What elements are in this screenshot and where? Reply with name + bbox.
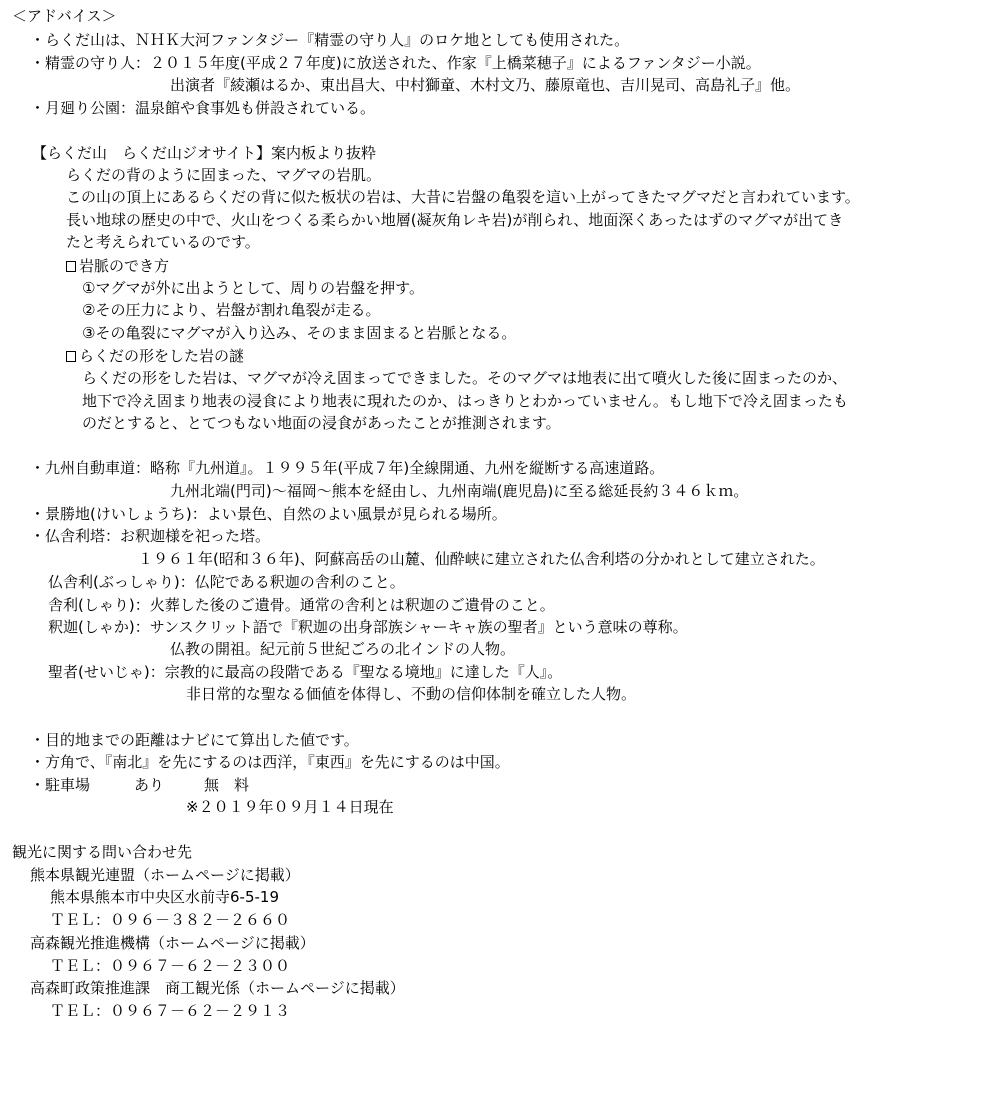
glossary-busshari-tower-1: ・仏舎利塔：お釈迦様を祀った塔。 bbox=[30, 527, 271, 545]
geosite-paragraph-3: たと考えられているのです。 bbox=[66, 233, 260, 251]
contact-org-kumamoto-address: 熊本県熊本市中央区水前寺6-5-19 bbox=[50, 888, 280, 906]
glossary-busshari-tower-2: １９６１年(昭和３６年)、阿蘇高岳の山麓、仙酔峡に建立された仏舎利塔の分かれとして建立された。 bbox=[138, 550, 825, 568]
kyushu-expressway-2: 九州北端(門司)～福岡～熊本を経由し、九州南端(鹿児島)に至る総延長約３４６ｋｍ。 bbox=[170, 482, 749, 500]
mystery-line-1: らくだの形をした岩は、マグマが冷え固まってできました。そのマグマは地表に出て噴火した後に固まったのか、 bbox=[82, 369, 848, 387]
dike-step-1: ①マグマが外に出ようとして、周りの岩盤を押す。 bbox=[82, 279, 424, 297]
glossary-seija-1: 聖者(せいじゃ)：宗教的に最高の段階である『聖なる境地』に達した『人』。 bbox=[48, 663, 563, 681]
glossary-shaka-2: 仏教の開祖。紀元前５世紀ごろの北インドの人物。 bbox=[170, 640, 516, 658]
kyushu-expressway-1: ・九州自動車道：略称『九州道』。１９９５年(平成７年)全線開通、九州を縦断する高速道路。 bbox=[30, 459, 665, 477]
square-bullet-icon bbox=[66, 351, 76, 362]
geosite-lead: らくだの背のように固まった、マグマの岩肌。 bbox=[66, 166, 382, 184]
glossary-shari: 舎利(しゃり)：火葬した後のご遺骨。通常の舎利とは釈迦のご遺骨のこと。 bbox=[48, 596, 555, 614]
parking-fee: 無 料 bbox=[204, 776, 250, 794]
geosite-heading: 【らくだ山 らくだ山ジオサイト】案内板より抜粋 bbox=[32, 144, 376, 162]
note-direction: ・方角で、『南北』を先にするのは西洋，『東西』を先にするのは中国。 bbox=[30, 753, 510, 771]
parking-availability: あり bbox=[134, 776, 165, 794]
mystery-line-2: 地下で冷え固まり地表の浸食により地表に現れたのか、はっきりとわかっていません。もし地下で冷え固まったも bbox=[82, 392, 848, 410]
advice-rakuda: ・らくだ山は、ＮＨＫ大河ファンタジー『精霊の守り人』のロケ地としても使用された。 bbox=[30, 31, 630, 49]
contact-org-takamori-promotion-tel: ＴＥＬ：０９６７－６２－２３００ bbox=[50, 957, 291, 975]
advice-heading: ＜アドバイス＞ bbox=[12, 7, 117, 25]
contacts-heading: 観光に関する問い合わせ先 bbox=[12, 843, 193, 861]
contact-org-takamori-promotion: 高森観光推進機構（ホームページに掲載） bbox=[30, 934, 315, 952]
glossary-keishouchi: ・景勝地(けいしょうち)：よい景色、自然のよい風景が見られる場所。 bbox=[30, 505, 507, 523]
glossary-shaka-1: 釈迦(しゃか)：サンスクリット語で『釈迦の出身部族シャーキャ族の聖者』という意味の尊称。 bbox=[48, 618, 688, 636]
dike-formation-title-text: 岩脈のでき方 bbox=[79, 257, 170, 275]
camel-rock-mystery-title bbox=[66, 346, 244, 366]
dike-step-3: ③その亀裂にマグマが入り込み、そのまま固まると岩脈となる。 bbox=[82, 324, 517, 342]
dike-formation-title bbox=[66, 256, 169, 276]
advice-seirei-1: ・精霊の守り人：２０１５年度(平成２７年度)に放送された、作家『上橋菜穂子』によるファンタジー小説。 bbox=[30, 54, 761, 72]
parking-label: ・駐車場 bbox=[30, 776, 91, 794]
glossary-seija-2: 非日常的な聖なる価値を体得し、不動の信仰体制を確立した人物。 bbox=[186, 685, 637, 703]
geosite-paragraph-2: 長い地球の歴史の中で、火山をつくる柔らかい地層(凝灰角レキ岩)が削られ、地面深くあったはずのマグマが出てき bbox=[66, 211, 844, 229]
contact-org-takamori-town-tel: ＴＥＬ：０９６７－６２－２９１３ bbox=[50, 1002, 291, 1020]
mystery-line-3: のだとすると、とてつもない地面の浸食があったことが推測されます。 bbox=[82, 414, 561, 432]
square-bullet-icon bbox=[66, 261, 76, 272]
dike-step-2: ②その圧力により、岩盤が割れ亀裂が走る。 bbox=[82, 301, 381, 319]
advice-tsukimawari: ・月廻り公園：温泉館や食事処も併設されている。 bbox=[30, 99, 376, 117]
contact-org-takamori-town: 高森町政策推進課 商工観光係（ホームページに掲載） bbox=[30, 979, 405, 997]
contact-org-kumamoto-tel: ＴＥＬ：０９６－３８２－２６６０ bbox=[50, 911, 291, 929]
glossary-busshari: 仏舎利(ぶっしゃり)：仏陀である釈迦の舎利のこと。 bbox=[48, 573, 405, 591]
note-distance: ・目的地までの距離はナビにて算出した値です。 bbox=[30, 731, 359, 749]
geosite-paragraph-1: この山の頂上にあるらくだの背に似た板状の岩は、大昔に岩盤の亀裂を這い上がってきたマグマだと言われています。 bbox=[66, 188, 860, 206]
as-of-date: ※２０１９年０９月１４日現在 bbox=[186, 798, 394, 816]
advice-seirei-2: 出演者『綾瀬はるか、東出昌大、中村獅童、木村文乃、藤原竜也、吉川晃司、高島礼子』他。 bbox=[170, 76, 801, 94]
camel-rock-mystery-title-text: らくだの形をした岩の謎 bbox=[79, 347, 245, 365]
contact-org-kumamoto: 熊本県観光連盟（ホームページに掲載） bbox=[30, 866, 300, 884]
